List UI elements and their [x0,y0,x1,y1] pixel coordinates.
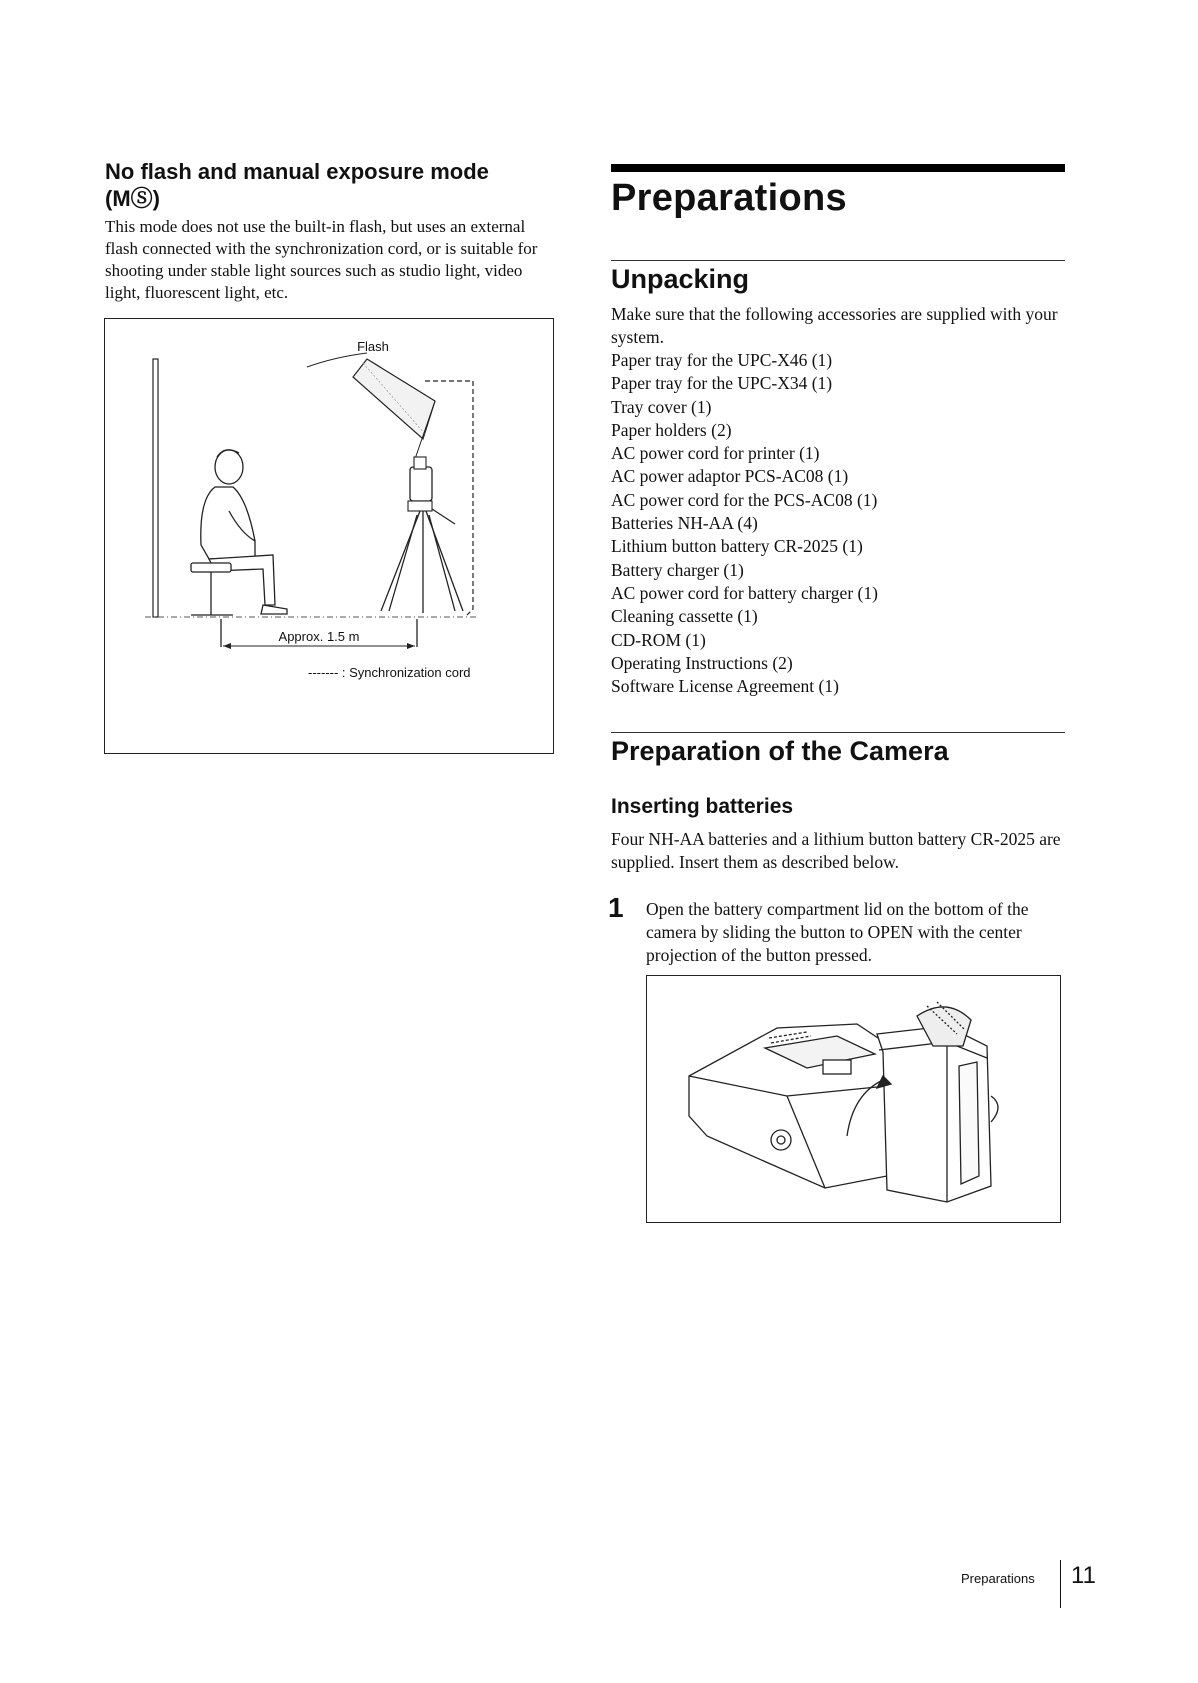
sync-cord-legend: ------- : Synchronization cord [308,665,471,680]
camera-prep-rule [611,732,1065,733]
list-item: Battery charger (1) [611,559,744,580]
list-item: Batteries NH-AA (4) [611,513,758,534]
list-item: Paper tray for the UPC-X46 (1) [611,350,833,370]
page-number: 11 [1071,1562,1096,1589]
list-item: Paper holders (2) [611,419,732,440]
unpacking-heading: Unpacking [611,264,750,294]
list-item: AC power cord for battery charger (1) [611,582,878,603]
page-title: Preparations [611,177,847,219]
list-item: Tray cover (1) [611,396,712,417]
list-item: AC power cord for printer (1) [611,443,820,464]
list-item: Operating Instructions (2) [611,652,793,673]
backdrop-wall [153,359,158,617]
list-item: AC power adaptor PCS-AC08 (1) [611,466,849,487]
list-item: AC power cord for the PCS-AC08 (1) [611,489,878,510]
list-item: CD-ROM (1) [611,629,706,650]
flash-label: Flash [357,339,389,354]
flash-pointer-line [307,353,367,367]
list-item: Paper tray for the UPC-X34 (1) [611,373,833,394]
studio-flash-setup-figure [104,318,554,754]
camera-battery-illustration [647,976,1059,1221]
camera-icon [410,467,432,501]
footer-divider [1060,1560,1061,1608]
step-instruction: Open the battery compartment lid on the bottom of the camera by sliding the button to OPEN with the center projection of the button pressed. [646,899,1029,965]
tripod-icon [381,511,463,613]
inserting-batteries-heading: Inserting batteries [611,795,794,818]
step-number: 1 [608,892,624,923]
camera-prep-heading: Preparation of the Camera [611,736,949,766]
seated-person-icon [191,450,287,615]
list-item: Software License Agreement (1) [611,676,839,697]
section-top-rule [611,164,1065,172]
no-flash-mode-description: This mode does not use the built-in flash, but uses an external flash connected with the synchronization cord, or is suitable for shooting under stable light sources such as studio light, video light, fluorescent light, etc. [105,217,538,302]
footer-section-label: Preparations [961,1571,1035,1586]
studio-flash-setup-illustration [105,319,552,752]
flash-reflector-icon [353,359,435,439]
unpacking-intro: Make sure that the following accessories are supplied with your system. [611,304,1058,347]
accessory-list [611,349,1071,698]
section-heading-no-flash-mode: No flash and manual exposure mode (MⓈ) [105,159,489,211]
unpacking-rule [611,260,1065,261]
list-item: Cleaning cassette (1) [611,606,758,627]
list-item: Lithium button battery CR-2025 (1) [611,536,863,557]
battery-compartment-figure [646,975,1061,1223]
inserting-batteries-description: Four NH-AA batteries and a lithium button battery CR-2025 are supplied. Insert them as described below. [611,829,1061,872]
distance-label: Approx. 1.5 m [278,629,360,644]
camera-body-icon [689,1002,998,1202]
